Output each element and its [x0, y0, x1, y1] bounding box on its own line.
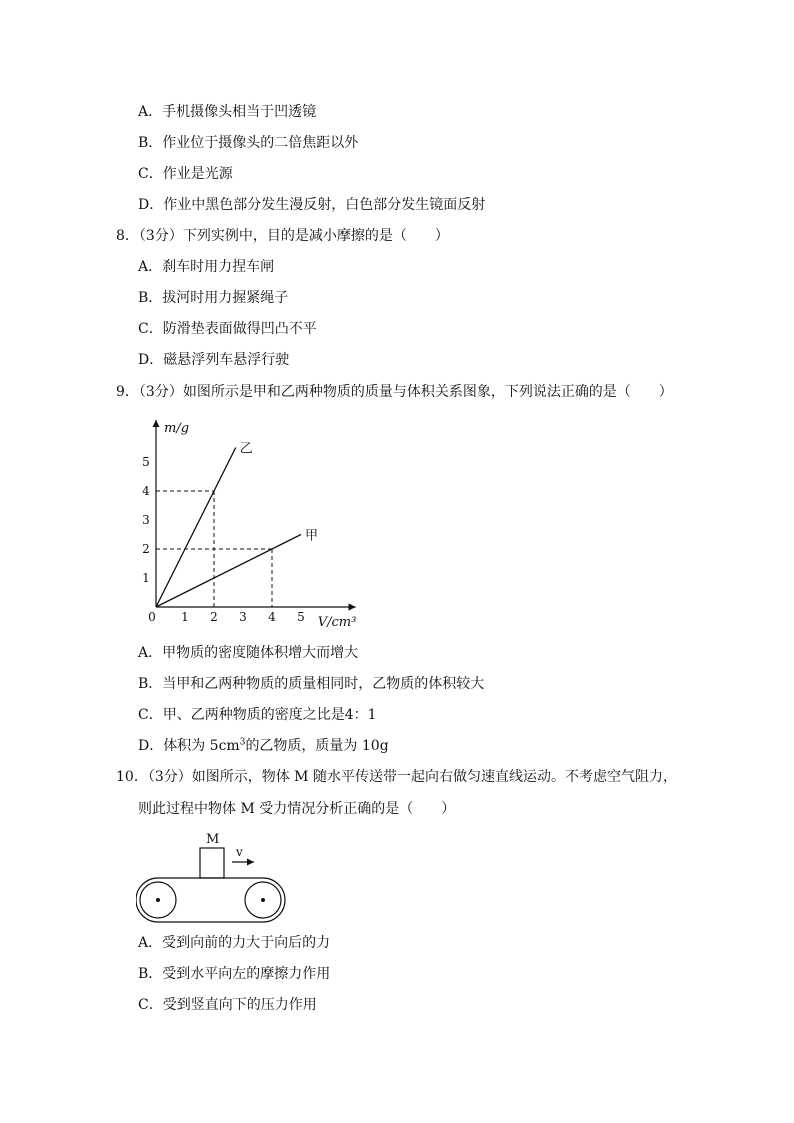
q8-option-b: B．拔河时用力握紧绳子 [138, 290, 289, 306]
series-line [156, 535, 301, 608]
q9-option-a: A．甲物质的密度随体积增大而增大 [138, 645, 359, 661]
conveyor-belt-diagram [136, 826, 296, 926]
q10-option-c: C．受到竖直向下的压力作用 [138, 997, 317, 1013]
q10-option-b: B．受到水平向左的摩擦力作用 [138, 966, 331, 982]
y-tick-label: 1 [142, 571, 150, 585]
block-m-label: M [206, 832, 220, 847]
q8-stem: 8．（3分）下列实例中，目的是减小摩擦的是（ ） [116, 228, 449, 244]
q9-option-d [138, 736, 389, 756]
q8-option-d: D．磁悬浮列车悬浮行驶 [138, 352, 290, 368]
x-tick-label: 2 [210, 610, 218, 624]
y-tick-label: 5 [142, 455, 150, 469]
left-roller-axle [156, 898, 160, 902]
q9-option-d-prefix: D．体积为 5cm [138, 738, 240, 754]
y-tick-label: 4 [142, 484, 150, 498]
x-tick-label: 3 [239, 610, 247, 624]
origin-label: 0 [148, 610, 156, 624]
series-label: 甲 [305, 528, 319, 544]
x-axis-label: V/cm³ [317, 615, 357, 630]
q7-option-d: D．作业中黑色部分发生漫反射，白色部分发生镜面反射 [138, 197, 486, 213]
q8-option-a: A．刹车时用力捏车闸 [138, 259, 275, 275]
q9-option-d-suffix: 的乙物质，质量为 10g [245, 738, 389, 754]
q10-stem-line2: 则此过程中物体 M 受力情况分析正确的是（ ） [138, 801, 456, 817]
q9-option-d-sup: 3 [239, 737, 246, 748]
series-label: 乙 [239, 441, 253, 457]
q7-option-b: B．作业位于摄像头的二倍焦距以外 [138, 135, 359, 151]
velocity-label: v [236, 845, 243, 859]
x-tick-label: 4 [268, 610, 276, 624]
x-tick-label: 5 [297, 610, 305, 624]
series-line [156, 448, 236, 608]
y-tick-label: 3 [142, 513, 150, 527]
q9-stem: 9．（3分）如图所示是甲和乙两种物质的质量与体积关系图象，下列说法正确的是（ ） [116, 384, 673, 400]
block-m [200, 848, 224, 878]
mass-volume-chart [130, 412, 390, 637]
q8-option-c: C．防滑垫表面做得凹凸不平 [138, 321, 317, 337]
q10-option-a: A．受到向前的力大于向后的力 [138, 935, 331, 951]
q9-option-c: C．甲、乙两种物质的密度之比是4：1 [138, 707, 377, 723]
q9-option-b: B．当甲和乙两种物质的质量相同时，乙物质的体积较大 [138, 676, 485, 692]
y-tick-label: 2 [142, 542, 150, 556]
q7-option-c: C．作业是光源 [138, 166, 233, 182]
q10-stem-line1: 10．（3分）如图所示，物体 M 随水平传送带一起向右做匀速直线运动。不考虑空气阻力， [116, 769, 677, 785]
q7-option-a: A．手机摄像头相当于凹透镜 [138, 104, 317, 120]
x-tick-label: 1 [181, 610, 189, 624]
y-axis-label: m/g [164, 421, 190, 436]
right-roller-axle [261, 898, 265, 902]
